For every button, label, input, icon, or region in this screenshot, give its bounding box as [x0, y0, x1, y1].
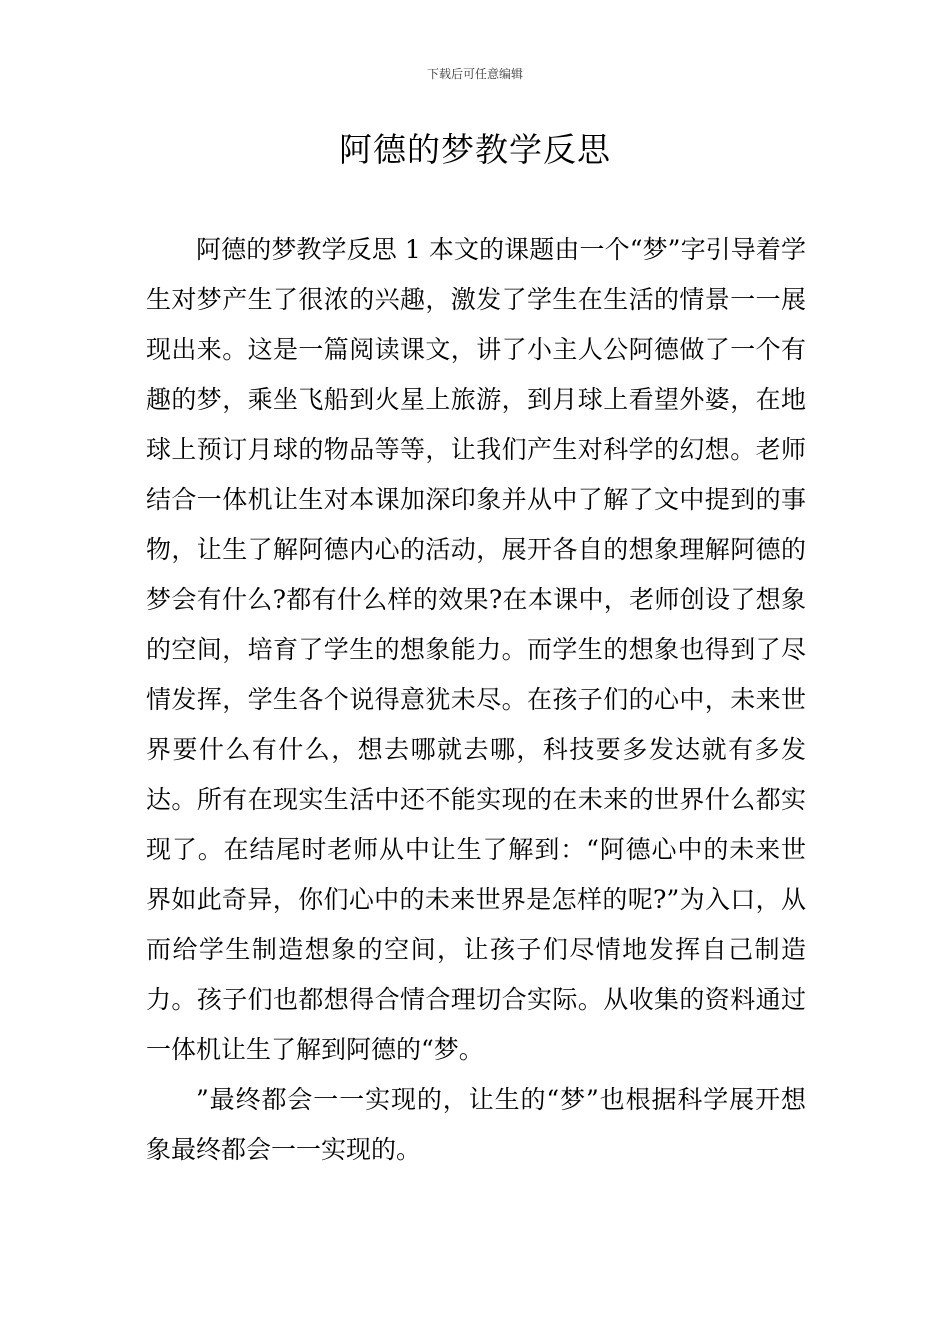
document-body — [146, 225, 806, 1175]
document-title: 阿德的梦教学反思 — [339, 130, 611, 169]
paragraph-1: 阿德的梦教学反思 1 本文的课题由一个“梦”字引导着学生对梦产生了很浓的兴趣，激发了学生在生活的情景一一展现出来。这是一篇阅读课文，讲了小主人公阿德做了一个有趣的梦，乘坐飞船到火星上旅游，到月球上看望外婆，在地球上预订月球的物品等等，让我们产生对科学的幻想。老师结合一体机让生对本课加深印象并从中了解了文中提到的事物，让生了解阿德内心的活动，展开各自的想象理解阿德的梦会有什么?都有什么样的效果?在本课中，老师创设了想象的空间，培育了学生的想象能力。而学生的想象也得到了尽情发挥，学生各个说得意犹未尽。在孩子们的心中，未来世界要什么有什么，想去哪就去哪，科技要多发达就有多发达。所有在现实生活中还不能实现的在未来的世界什么都实现了。在结尾时老师从中让生了解到：“阿德心中的未来世界如此奇异，你们心中的未来世界是怎样的呢?”为入口，从而给学生制造想象的空间，让孩子们尽情地发挥自己制造力。孩子们也都想得合情合理切合实际。从收集的资料通过一体机让生了解到阿德的“梦。 — [146, 235, 806, 1064]
paragraph-2: ”最终都会一一实现的，让生的“梦”也根据科学展开想象最终都会一一实现的。 — [146, 1085, 806, 1164]
header-note: 下载后可任意编辑 — [426, 67, 523, 81]
